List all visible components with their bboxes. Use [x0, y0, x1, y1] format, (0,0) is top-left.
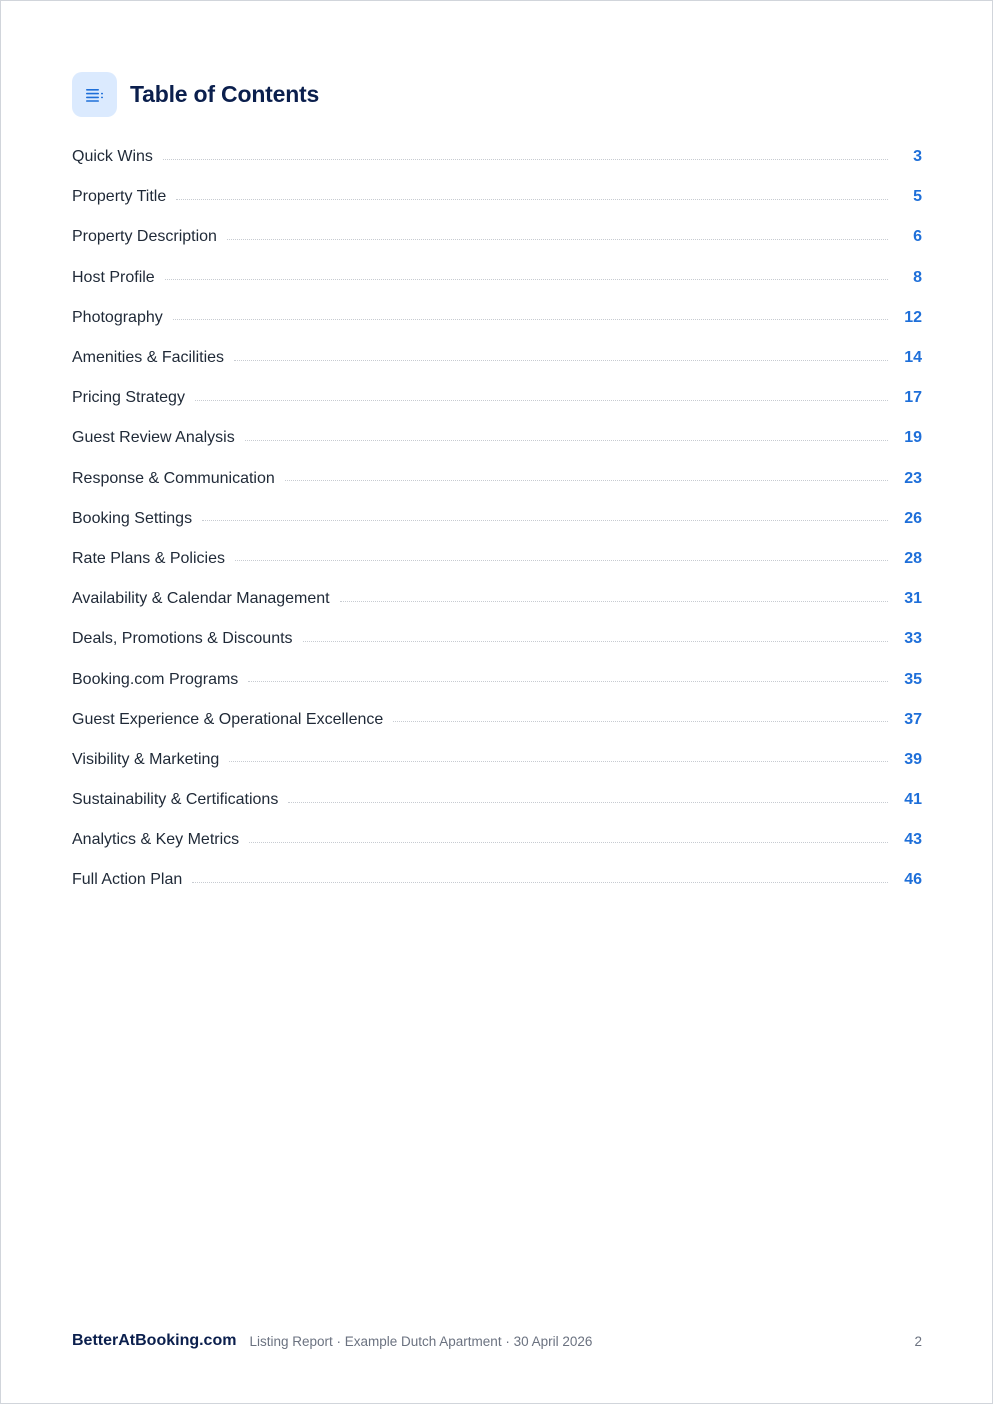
- toc-entry[interactable]: [72, 659, 922, 699]
- toc-dot-leader: [173, 319, 888, 320]
- toc-entry-page-number: 46: [904, 871, 922, 889]
- toc-entry-title: Photography: [72, 308, 163, 326]
- toc-entry-page-number: 28: [904, 549, 922, 567]
- toc-entry-page-number: 6: [913, 228, 922, 246]
- toc-entry-page-number: 12: [904, 308, 922, 326]
- toc-entry-page-number: 17: [904, 389, 922, 407]
- footer-brand: BetterAtBooking.com: [72, 1332, 237, 1349]
- toc-entry[interactable]: [72, 258, 922, 298]
- toc-entry-page-number: 5: [913, 188, 922, 206]
- list-icon: [72, 72, 117, 117]
- toc-dot-leader: [202, 520, 888, 521]
- toc-entry-title: Response & Communication: [72, 469, 275, 487]
- toc-entry-title: Quick Wins: [72, 148, 153, 166]
- toc-entry[interactable]: [72, 539, 922, 579]
- toc-dot-leader: [195, 400, 888, 401]
- toc-entry-page-number: 8: [913, 268, 922, 286]
- toc-entry[interactable]: [72, 418, 922, 458]
- toc-entry[interactable]: [72, 298, 922, 338]
- toc-dot-leader: [165, 279, 888, 280]
- toc-entry-title: Pricing Strategy: [72, 389, 185, 407]
- toc-entry[interactable]: [72, 700, 922, 740]
- footer-meta: Listing Report · Example Dutch Apartment · 30 April 2026: [249, 1333, 593, 1349]
- toc-dot-leader: [285, 480, 888, 481]
- toc-entry-title: Deals, Promotions & Discounts: [72, 630, 293, 648]
- toc-entry-title: Sustainability & Certifications: [72, 791, 279, 809]
- toc-entry-page-number: 14: [904, 349, 922, 367]
- page-title: Table of Contents: [130, 81, 320, 107]
- toc-entry[interactable]: [72, 860, 922, 900]
- toc-entry[interactable]: [72, 217, 922, 257]
- page-footer: [72, 1329, 922, 1353]
- toc-entry[interactable]: [72, 740, 922, 780]
- toc-list: [72, 137, 922, 901]
- toc-entry-title: Guest Experience & Operational Excellence: [72, 710, 384, 728]
- toc-entry[interactable]: [72, 137, 922, 177]
- toc-entry-title: Amenities & Facilities: [72, 349, 225, 367]
- toc-entry-title: Full Action Plan: [72, 871, 183, 889]
- toc-dot-leader: [234, 360, 888, 361]
- toc-dot-leader: [227, 239, 888, 240]
- toc-entry-title: Property Title: [72, 188, 167, 206]
- toc-entry[interactable]: [72, 619, 922, 659]
- toc-entry-page-number: 19: [904, 429, 922, 447]
- toc-entry-page-number: 39: [904, 750, 922, 768]
- toc-entry-page-number: 31: [904, 590, 922, 608]
- toc-dot-leader: [248, 681, 888, 682]
- toc-dot-leader: [393, 721, 888, 722]
- toc-entry-title: Rate Plans & Policies: [72, 549, 225, 567]
- toc-entry[interactable]: [72, 499, 922, 539]
- toc-dot-leader: [245, 440, 888, 441]
- toc-entry[interactable]: [72, 378, 922, 418]
- toc-entry-title: Analytics & Key Metrics: [72, 831, 240, 849]
- toc-dot-leader: [288, 802, 888, 803]
- toc-header: [72, 72, 319, 117]
- toc-entry[interactable]: [72, 780, 922, 820]
- toc-entry-page-number: 33: [904, 630, 922, 648]
- toc-dot-leader: [303, 641, 888, 642]
- toc-entry-page-number: 35: [904, 670, 922, 688]
- toc-entry-title: Visibility & Marketing: [72, 750, 220, 768]
- toc-entry-title: Host Profile: [72, 268, 155, 286]
- toc-entry[interactable]: [72, 820, 922, 860]
- toc-entry-page-number: 43: [904, 831, 922, 849]
- toc-entry-page-number: 41: [904, 791, 922, 809]
- toc-entry[interactable]: [72, 579, 922, 619]
- toc-dot-leader: [235, 560, 888, 561]
- toc-entry-title: Availability & Calendar Management: [72, 590, 330, 608]
- toc-entry-title: Property Description: [72, 228, 217, 246]
- toc-dot-leader: [163, 159, 888, 160]
- toc-entry[interactable]: [72, 459, 922, 499]
- toc-dot-leader: [176, 199, 888, 200]
- toc-dot-leader: [249, 842, 888, 843]
- toc-entry[interactable]: [72, 338, 922, 378]
- toc-entry-title: Booking.com Programs: [72, 670, 239, 688]
- footer-page-number: 2: [914, 1333, 922, 1349]
- toc-entry-title: Guest Review Analysis: [72, 429, 235, 447]
- toc-entry[interactable]: [72, 177, 922, 217]
- toc-dot-leader: [229, 761, 888, 762]
- toc-dot-leader: [192, 882, 888, 883]
- toc-entry-title: Booking Settings: [72, 509, 193, 527]
- toc-entry-page-number: 23: [904, 469, 922, 487]
- toc-dot-leader: [340, 601, 888, 602]
- toc-entry-page-number: 26: [904, 509, 922, 527]
- toc-entry-page-number: 37: [904, 710, 922, 728]
- toc-entry-page-number: 3: [913, 148, 922, 166]
